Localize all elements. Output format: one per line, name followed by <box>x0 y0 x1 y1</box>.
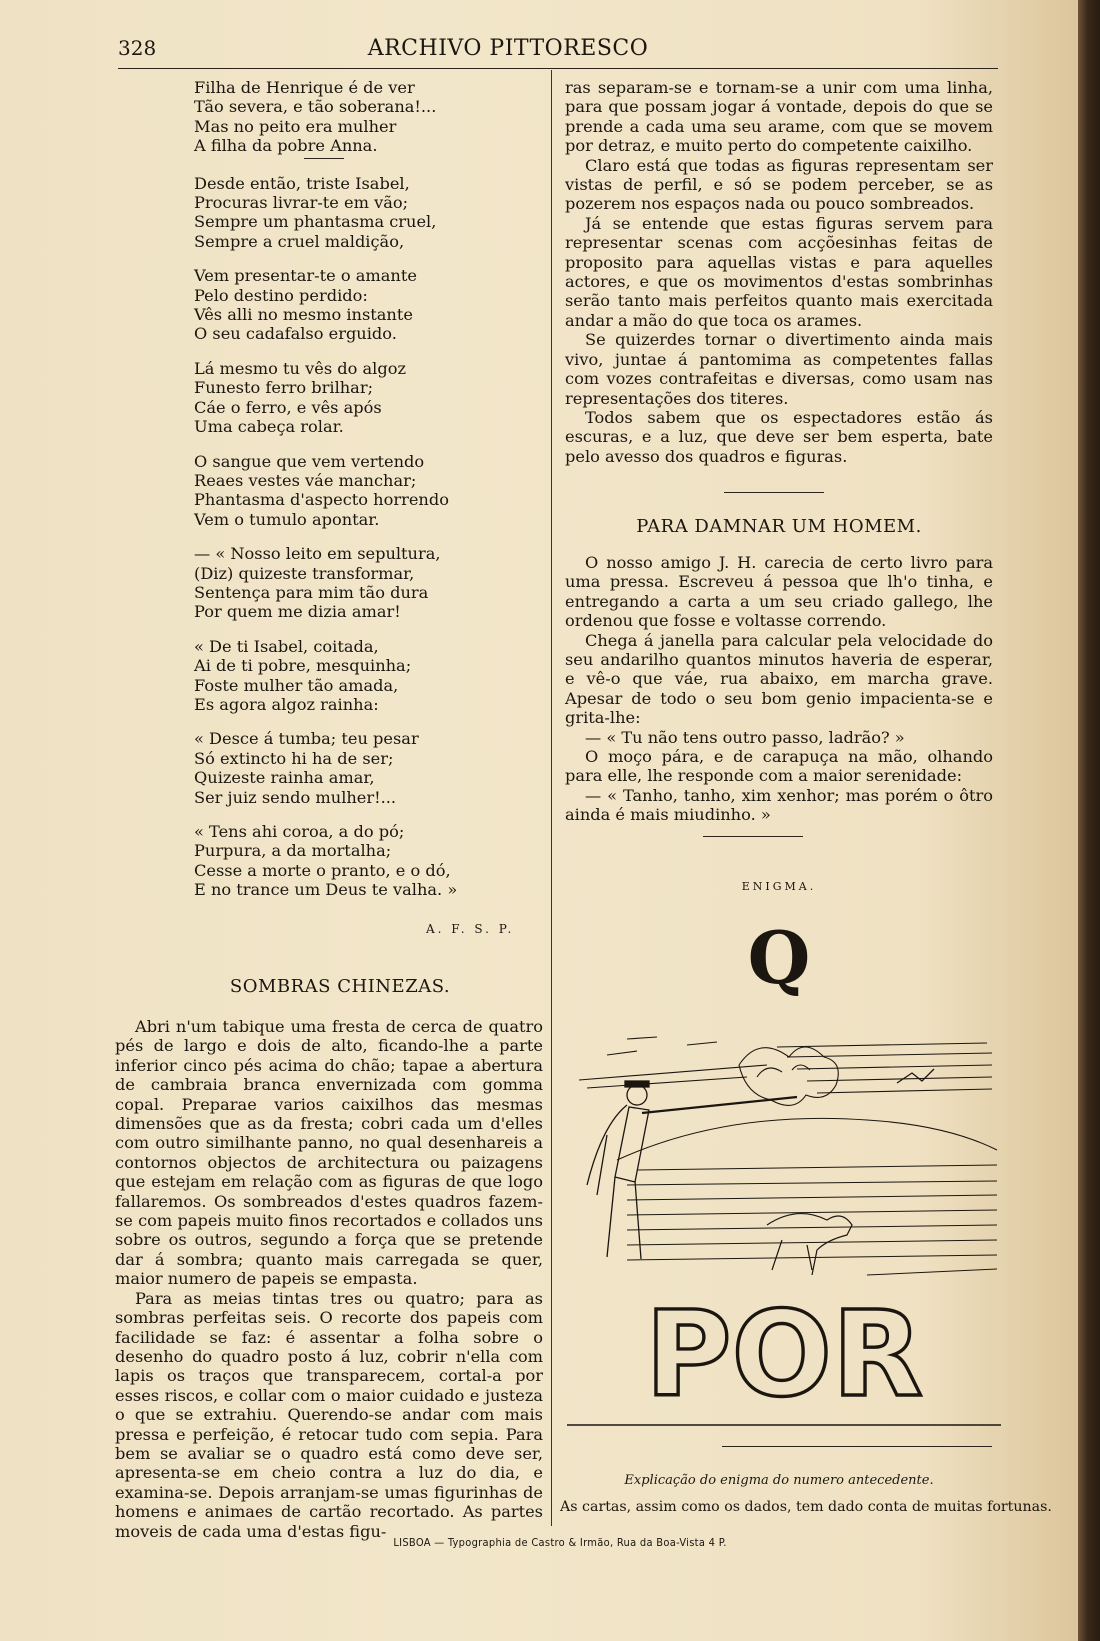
poem-line: Cesse a morte o pranto, e o dó, <box>194 860 451 880</box>
poem-line: Cáe o ferro, e vês após <box>194 397 382 417</box>
poem-line: « Tens ahi coroa, a do pó; <box>194 822 405 841</box>
poem-line: E no trance um Deus te valha. » <box>194 880 458 900</box>
poem-line: Vem presentar-te o amante <box>194 266 417 286</box>
stanza-separator <box>304 158 344 159</box>
poem-line: Reaes vestes váe manchar; <box>194 470 417 490</box>
poem-line: Vem o tumulo apontar. <box>194 509 380 529</box>
poem-stanza <box>194 266 524 344</box>
poem-line: Sempre a cruel maldição, <box>194 231 405 251</box>
poem-line: Ser juiz sendo mulher!... <box>194 787 397 807</box>
paragraph: Claro está que todas as figuras representam ser vistas de perfil, e só se podem perceber, se as pozerem nos espaços nada ou pouco sombreados. <box>565 155 993 214</box>
paragraph: Se quizerdes tornar o divertimento ainda mais vivo, juntae á pantomima as competentes fallas com vozes contrafeitas e diversas, como usam nas representações dos titeres. <box>565 330 993 408</box>
poem-line: Tão severa, e tão soberana!... <box>194 97 437 117</box>
sky-hatching <box>579 1037 992 1105</box>
article-title-damnar: PARA DAMNAR UM HOMEM. <box>636 516 922 537</box>
printer-imprint: LISBOA — Typographia de Castro & Irmão, Rua da Boa-Vista 4 P. <box>393 1536 727 1549</box>
page-header <box>118 34 998 69</box>
page-number: 328 <box>118 36 157 60</box>
poem-line: Sempre um phantasma cruel, <box>194 212 437 232</box>
article-damnar-body <box>565 553 993 825</box>
enigma-label: ENIGMA. <box>741 880 817 893</box>
book-binding-edge <box>1078 0 1100 1641</box>
poem-stanza <box>194 544 524 622</box>
poem-stanza <box>194 174 524 252</box>
paragraph: Abri n'um tabique uma fresta de cerca de quatro pés de largo e dois de alto, ficando-lhe a parte inferior cinco pés acima do chão; tapae a abertura de cambraia branca envernizada com gomma copal. Preparae varios caixilhos das mesmas dimensões que as da fresta; cobri cada um d'elles com outro similhante panno, no qual desenhareis a contornos objectos de architectura ou paizagens que estejam em relação com as figuras de que logo fallaremos. Os sombreados d'estes quadros fazem-se com papeis muito finos recortados e collados uns sobre os outros, segundo a força que se pretende dar á sombra; quanto mais carregada se quer, maior numero de papeis se empasta. <box>115 1017 543 1289</box>
poem-line: Por quem me dizia amar! <box>194 602 401 622</box>
article-sombras-body <box>115 1017 543 1541</box>
poem-line: Só extincto hi ha de ser; <box>194 748 394 768</box>
article-sombras-continuation <box>565 78 993 466</box>
poem-line: Lá mesmo tu vês do algoz <box>194 358 406 378</box>
paragraph: O nosso amigo J. H. carecia de certo livro para uma pressa. Escreveu á pessoa que lh'o tinha, e entregando a carta a um seu criado gallego, lhe ordenou que fosse e voltasse correndo. <box>565 553 993 631</box>
poem-line: Procuras livrar-te em vão; <box>194 193 409 213</box>
paragraph: Já se entende que estas figuras servem para representar scenas com acçõesinhas feitas de proposito para aquellas vistas e para aquelles actores, e que os movimentos d'estas sombrinhas serão tanto mais perfeitos quanto mais exercitada andar a mão do que toca os arames. <box>565 213 993 330</box>
poem-line: Funesto ferro brilhar; <box>194 378 374 398</box>
paragraph: Para as meias tintas tres ou quatro; para as sombras perfeitas seis. O recorte dos papeis com facilidade se faz: é assentar a folha sobre o desenho do quadro posto á luz, cobrir n'ella com lapis os traços que transparecem, cortal-a por esses riscos, e collar com o maior cuidado e justeza o que se extrahiu. Querendo-se andar com mais pressa e perfeição, é retocar tudo com sepia. Para bem se avaliar se o quadro está como deve ser, apresenta-se em cheio contra a luz do dia, e examina-se. Depois arranjam-se umas figurinhas de homens e animaes de cartão recortado. As partes moveis de cada uma d'estas figu- <box>115 1288 543 1541</box>
poem-line: Quizeste rainha amar, <box>194 768 375 788</box>
paragraph: — « Tu não tens outro passo, ladrão? » <box>585 727 905 747</box>
section-rule <box>722 1446 992 1447</box>
hill-hatching <box>617 1118 997 1275</box>
section-rule <box>703 836 803 837</box>
paragraph: O moço pára, e de carapuça na mão, olhando para elle, lhe responde com a maior serenidade: <box>565 747 993 786</box>
poem-line: O seu cadafalso erguido. <box>194 324 397 344</box>
paragraph: — « Tanho, tanho, xim xenhor; mas porém o ôtro ainda é mais miudinho. » <box>565 785 993 825</box>
paragraph: ras separam-se e tornam-se a unir com uma linha, para que possam jogar á vontade, depois do que se prende a cada uma seu arame, com que se movem por detraz, e muito perto do competente caixilho. <box>565 78 993 156</box>
poem-line: Foste mulher tão amada, <box>194 675 399 695</box>
poem-line: Uma cabeça rolar. <box>194 417 344 437</box>
hunter-figure <box>587 1081 797 1259</box>
enigma-explanation-caption: Explicação do enigma do numero antecedente. <box>624 1473 934 1488</box>
poem-stanza <box>194 637 524 715</box>
paragraph: Todos sabem que os espectadores estão ás escuras, e a luz, que deve ser bem esperta, bate pelo avesso dos quadros e figuras. <box>565 407 993 466</box>
enigma-answer: As cartas, assim como os dados, tem dado conta de muitas fortunas. <box>560 1499 1052 1515</box>
enigma-letter: Q <box>747 915 811 1000</box>
poem-line: Purpura, a da mortalha; <box>194 841 392 861</box>
poem-line: O sangue que vem vertendo <box>194 451 425 471</box>
poem-line: Mas no peito era mulher <box>194 116 397 136</box>
poem-stanza <box>194 822 524 900</box>
poem-line: Filha de Henrique é de ver <box>194 78 415 97</box>
poem-line: « De ti Isabel, coitada, <box>194 636 379 656</box>
column-divider <box>551 70 552 1526</box>
poem <box>194 78 524 915</box>
poem-line: Phantasma d'aspecto horrendo <box>194 490 449 510</box>
poem-line: Sentença para mim tão dura <box>194 582 429 602</box>
poem-stanza <box>194 359 524 437</box>
poem-stanza <box>194 729 524 807</box>
poem-line: Es agora algoz rainha: <box>194 694 379 714</box>
enigma-word-por <box>645 1285 923 1423</box>
bird-figure <box>897 1069 934 1083</box>
poem-signature: A. F. S. P. <box>426 922 515 936</box>
enigma-engraving <box>567 1025 1001 1435</box>
poem-line: (Diz) quizeste transformar, <box>194 563 415 583</box>
poem-line: « Desce á tumba; teu pesar <box>194 729 419 749</box>
poem-stanza <box>194 78 524 159</box>
poem-line: Pelo destino perdido: <box>194 285 368 305</box>
journal-title: ARCHIVO PITTORESCO <box>367 36 649 61</box>
poem-stanza <box>194 452 524 530</box>
paragraph: Chega á janella para calcular pela velocidade do seu andarilho quantos minutos haveria de esperar, e vê-o que váe, rua abaixo, em marcha grave. Apesar de todo o seu bom genio impacienta-se e grita-lhe: <box>565 630 993 728</box>
enigma-word: POR <box>645 1285 923 1423</box>
poem-line: — « Nosso leito em sepultura, <box>194 544 441 564</box>
section-rule <box>724 492 824 493</box>
dog-figure <box>767 1214 852 1275</box>
poem-line: Ai de ti pobre, mesquinha; <box>194 656 412 676</box>
poem-line: Desde então, triste Isabel, <box>194 173 410 193</box>
poem-line: Vês alli no mesmo instante <box>194 305 413 325</box>
poem-line: A filha da pobre Anna. <box>194 136 378 156</box>
article-title-sombras: SOMBRAS CHINEZAS. <box>229 976 451 997</box>
